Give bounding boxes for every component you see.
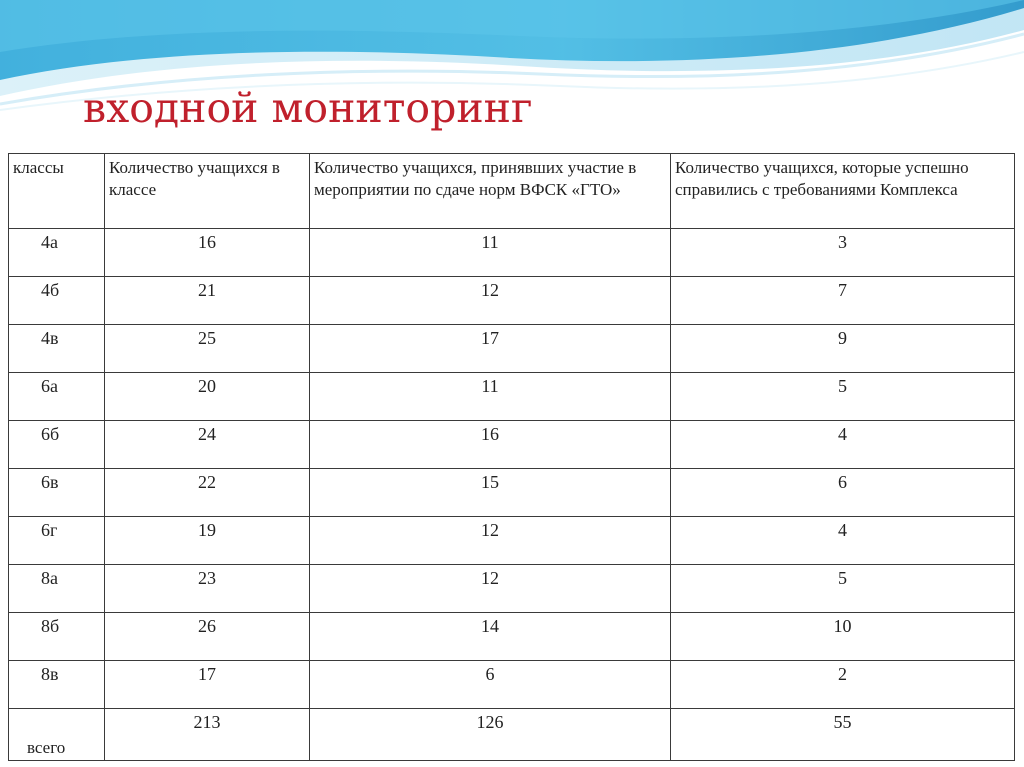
participants-cell: 15 [310,469,671,517]
summary-label-cell: всего [9,709,105,761]
table-row [9,469,1015,517]
class-size-cell: 16 [105,229,310,277]
class-cell: 6б [9,421,105,469]
class-cell: 6а [9,373,105,421]
class-size-cell: 21 [105,277,310,325]
passed-cell: 5 [671,565,1015,613]
participants-cell: 12 [310,277,671,325]
class-cell: 8б [9,613,105,661]
class-cell: 6г [9,517,105,565]
passed-cell: 9 [671,325,1015,373]
header-classes: классы [9,154,105,229]
passed-cell: 7 [671,277,1015,325]
passed-cell: 5 [671,373,1015,421]
passed-cell: 4 [671,517,1015,565]
table-row [9,613,1015,661]
table-row [9,229,1015,277]
class-size-cell: 19 [105,517,310,565]
header-row [9,154,1015,229]
passed-cell: 3 [671,229,1015,277]
participants-cell: 14 [310,613,671,661]
summary-row [9,709,1015,761]
class-cell: 4а [9,229,105,277]
passed-cell: 6 [671,469,1015,517]
slide-title: входной мониторинг [83,84,533,132]
table-row [9,373,1015,421]
class-size-cell: 20 [105,373,310,421]
table-row [9,661,1015,709]
header-passed: Количество учащихся, которые успешно справились с требованиями Комплекса [671,154,1015,229]
passed-cell: 2 [671,661,1015,709]
class-cell: 8в [9,661,105,709]
table-row [9,325,1015,373]
summary-participants-cell: 126 [310,709,671,761]
table-row [9,277,1015,325]
participants-cell: 6 [310,661,671,709]
participants-cell: 11 [310,229,671,277]
participants-cell: 17 [310,325,671,373]
participants-cell: 11 [310,373,671,421]
monitoring-table [8,153,1015,761]
passed-cell: 10 [671,613,1015,661]
table-row [9,565,1015,613]
class-cell: 8а [9,565,105,613]
class-size-cell: 25 [105,325,310,373]
class-cell: 6в [9,469,105,517]
class-size-cell: 26 [105,613,310,661]
summary-passed-cell: 55 [671,709,1015,761]
class-size-cell: 23 [105,565,310,613]
summary-class-size-cell: 213 [105,709,310,761]
participants-cell: 12 [310,565,671,613]
passed-cell: 4 [671,421,1015,469]
header-class-size: Количество учащихся в классе [105,154,310,229]
participants-cell: 12 [310,517,671,565]
header-participants: Количество учащихся, принявших участие в мероприятии по сдаче норм ВФСК «ГТО» [310,154,671,229]
table-row [9,421,1015,469]
class-size-cell: 22 [105,469,310,517]
class-size-cell: 17 [105,661,310,709]
class-cell: 4в [9,325,105,373]
table-row [9,517,1015,565]
class-size-cell: 24 [105,421,310,469]
class-cell: 4б [9,277,105,325]
participants-cell: 16 [310,421,671,469]
